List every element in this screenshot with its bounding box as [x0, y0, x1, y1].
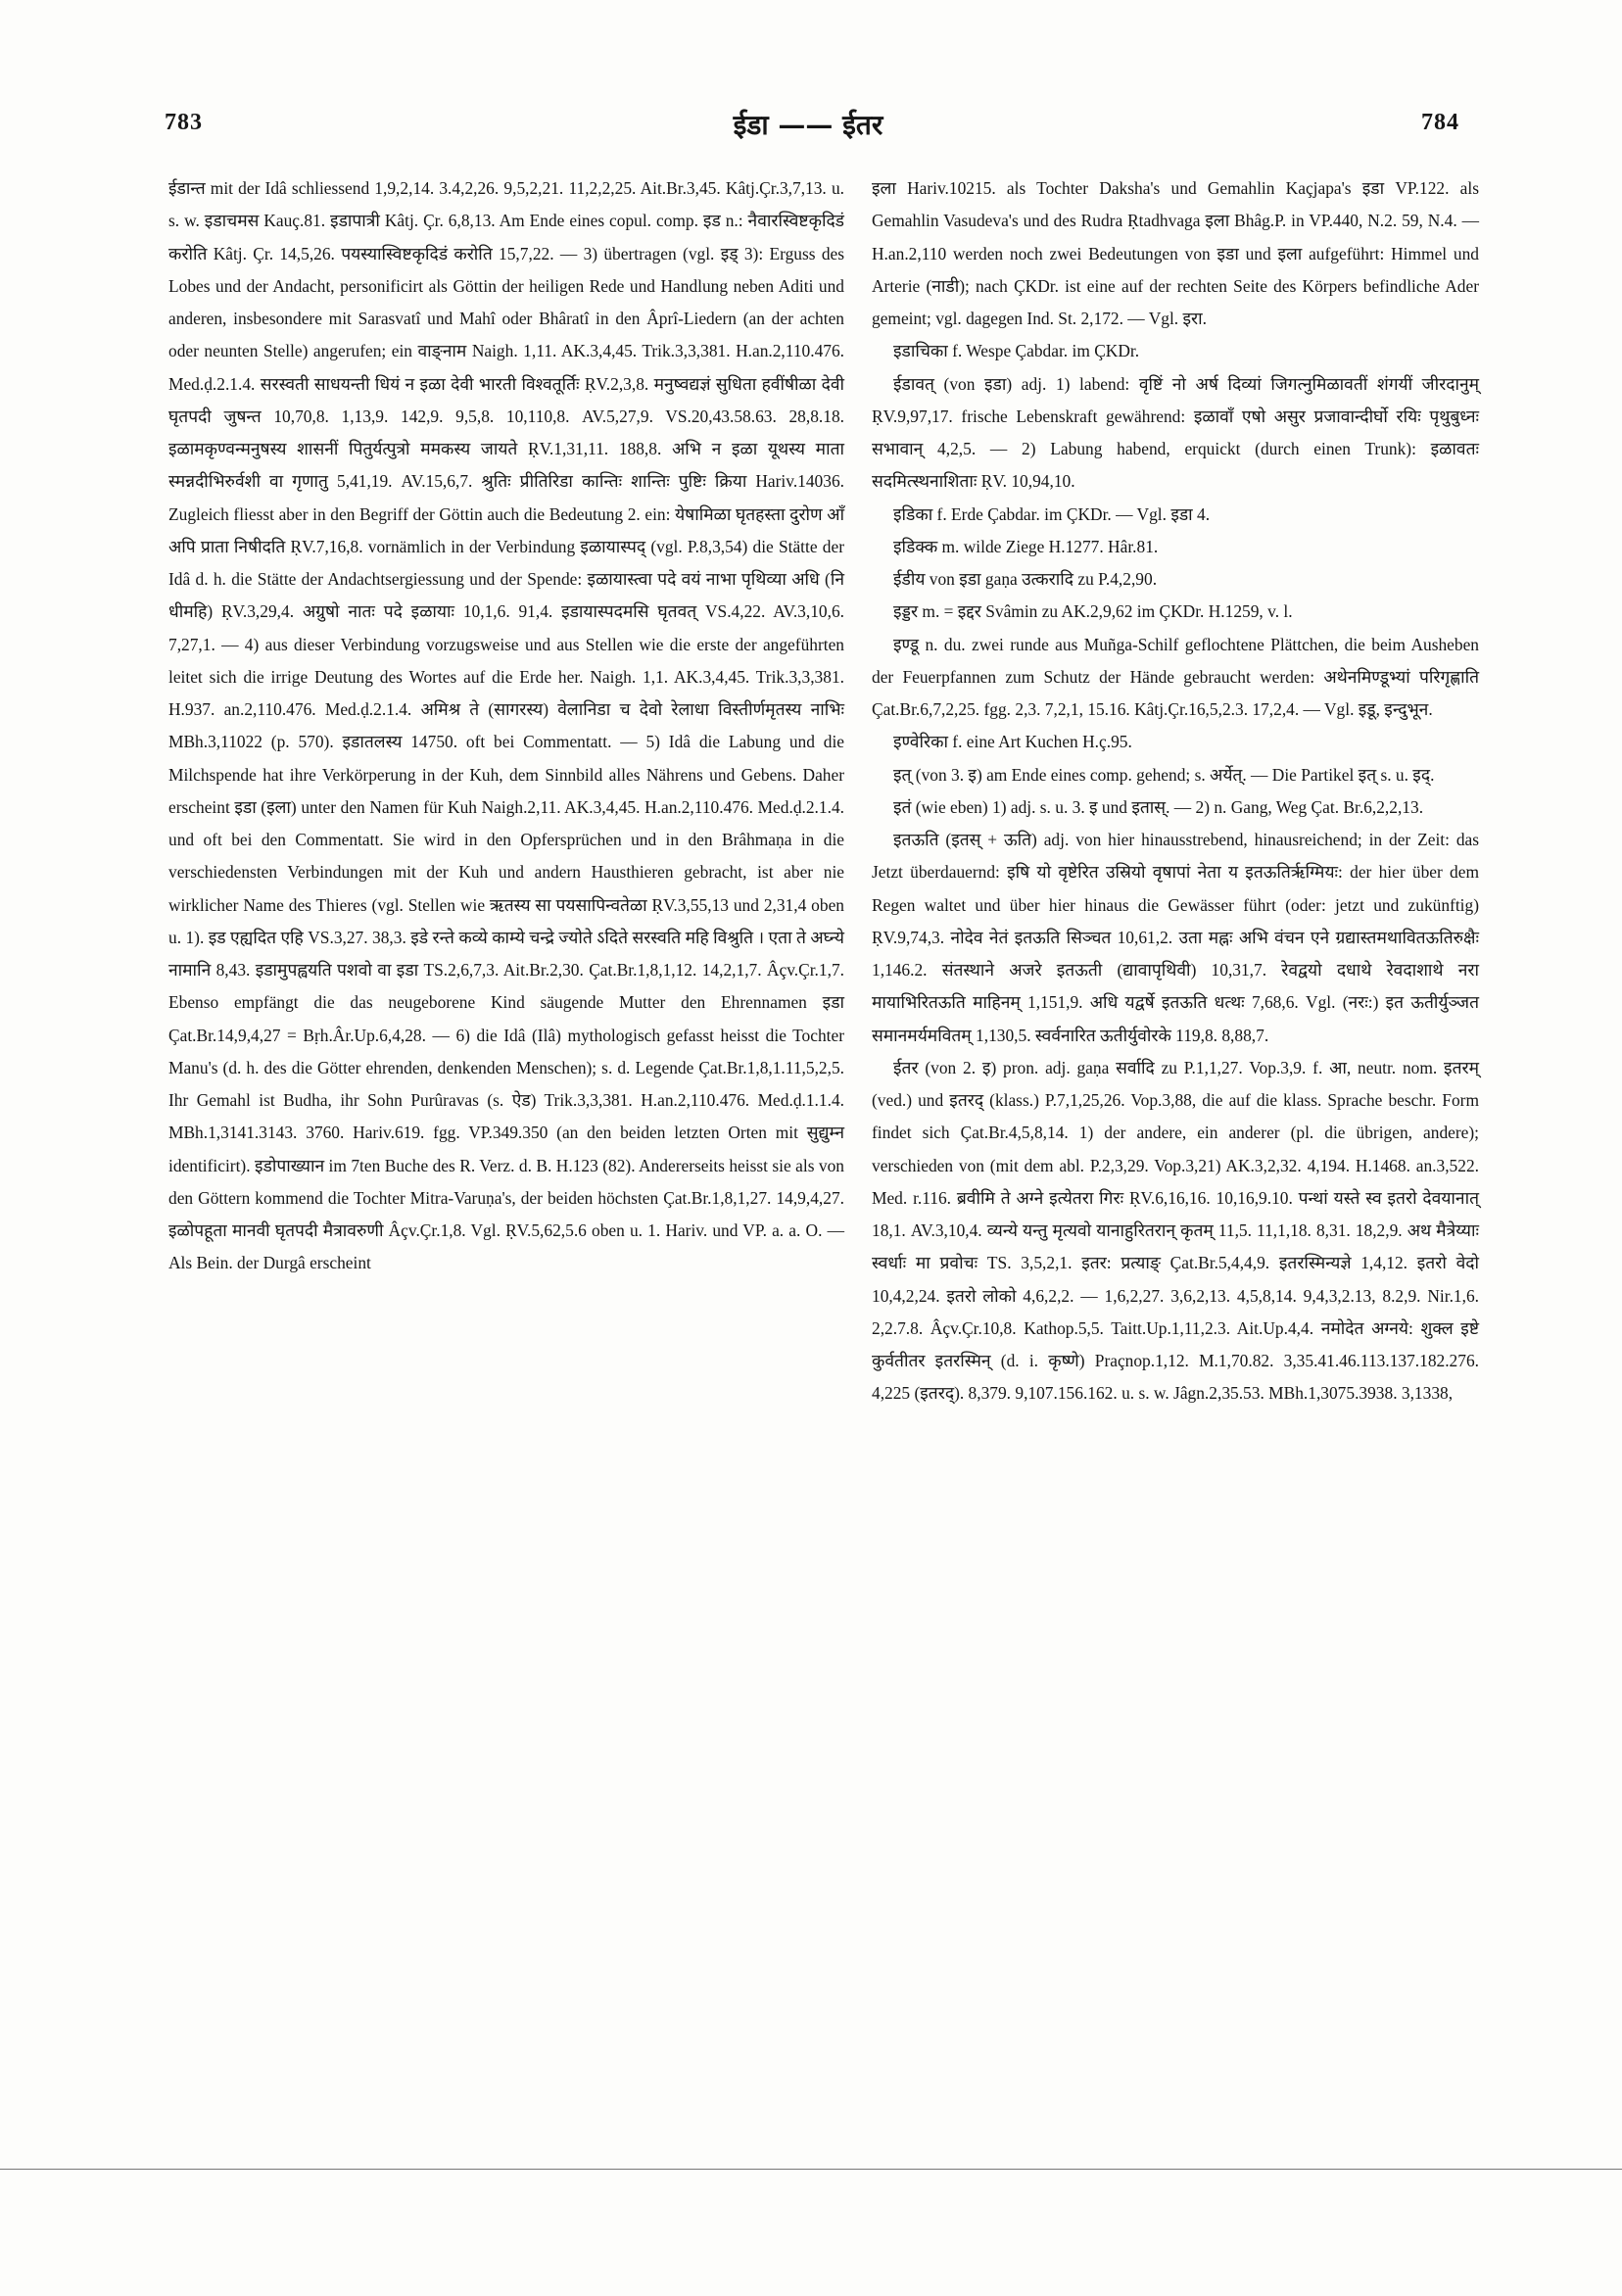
entry-paragraph: इतं (wie eben) 1) adj. s. u. 3. इ und इतास्. — 2) n. Gang, Weg Çat. Br.6,2,2,13.: [893, 796, 1424, 817]
entry-paragraph: इण्डू n. du. zwei runde aus Muñga-Schilf geflochtene Plättchen, die beim Ausheben der Feuerpfannen zum Schutz der Hände gebraucht werden: अथेनमिण्डूभ्यां परिगृह्णाति Çat.Br.6,7,2,25. fgg. 2,3. 7,2,1, 15.16. Kâtj.Çr.16,5,2.3. 17,2,4. — Vgl. इडू, इन्दुभून.: [872, 634, 1479, 719]
running-title: ईडा —— ईतर: [733, 109, 883, 141]
entry-paragraph: इड्डर m. = इद्दर Svâmin zu AK.2,9,62 im ÇKDr. H.1259, v. l.: [893, 601, 1293, 622]
page-number-left: 783: [165, 110, 203, 135]
entry-paragraph: इडिका f. Erde Çabdar. im ÇKDr. — Vgl. इडा 4.: [893, 503, 1211, 524]
entry-paragraph: इला Hariv.10215. als Tochter Daksha's und Gemahlin Kaçjapa's इडा VP.122. als Gemahlin Vasudeva's und des Rudra Ṛtadhvaga इला Bhâg.P. in VP.440, N.2. 59, N.4. — H.an.2,110 werden noch zwei Bedeutungen von इडा und इला aufgeführt: Himmel und Arterie (नाडी); nach ÇKDr. ist eine auf der rechten Seite des Körpers befindliche Ader gemeint; vgl. dagegen Ind. St. 2,172. — Vgl. इरा.: [872, 178, 1479, 328]
entry-paragraph: इतऊति (इतस् + ऊति) adj. von hier hinausstrebend, hinausreichend; in der Zeit: das Jetzt überdauernd: इषि यो वृष्टेरित उस्रियो वृषापां नेता य इतऊतिरृग्मियः: der hier über dem Regen waltet und über hier hinaus die Gewässer führt (oder: jetzt und zukünftig) ṚV.9,74,3. नोदेव नेतं इतऊति सिञ्चत 10,61,2. उता मह्नः अभि वंचन एने ग्रद्यास्तमथावितऊतिरुक्षैः 1,146.2. संतस्थाने अजरे इतऊती (द्यावापृथिवी) 10,31,7. रेवद्वयो दधाथे रेवदाशाथे नरा मायाभिरितऊति माहिनम् 1,151,9. अधि यद्वर्षे इतऊति धत्थः 7,68,6. Vgl. (नरः:) इत ऊतीर्युञ्जत समानमर्यमवितम् 1,130,5. स्वर्वनारित ऊतीर्युवोरके 119,8. 8,88,7.: [872, 830, 1479, 1045]
entry-paragraph: इडिक्क m. wilde Ziege H.1277. Hâr.81.: [893, 536, 1159, 556]
entry-paragraph: ईडीय von इडा gaṇa उत्करादि zu P.4,2,90.: [893, 569, 1158, 589]
entry-paragraph: ईतर (von 2. इ) pron. adj. gaṇa सर्वादि zu P.1,1,27. Vop.3,9. f. आ, neutr. nom. इतरम् (ved.) und इतरद् (klass.) P.7,1,25,26. Vop.3,88, die auf die klass. Sprache beschr. Form findet sich Çat.Br.4,5,8,14. 1) der andere, ein anderer (pl. die übrigen, andere); verschieden von (mit dem abl. P.2,3,29. Vop.3,21) AK.3,2,32. 4,194. H.1468. an.3,522. Med. r.116. ब्रवीमि ते अग्ने इत्येतरा गिरः ṚV.6,16,16. 10,16,9.10. पन्थां यस्ते स्व इतरो देवयानात् 18,1. AV.3,10,4. व्यन्ये यन्तु मृत्यवो यानाहुरितरान् कृतम् 11,5. 11,1,18. 8,31. 18,2,9. अथ मैत्रेय्याः स्वर्धाः मा प्रवोचः TS. 3,5,2,1. इतर: प्रत्याङ् Çat.Br.5,4,4,9. इतरस्मिन्यज्ञे 1,4,12. इतरो वेदो 10,4,2,24. इतरो लोको 4,6,2,2. — 1,6,2,27. 3,6,2,13. 4,5,8,14. 9,4,3,2.13, 8.2,9. Nir.1,6. 2,2.7.8. Âçv.Çr.10,8. Kathop.5,5. Taitt.Up.1,11,2.3. Ait.Up.4,4. नमोदेत अग्नये: शुक्ल इष्टे कुर्वतीतर इतरस्मिन् (d. i. कृष्णे) Praçnop.1,12. M.1,70.82. 3,35.41.46.113.137.182.276. 4,225 (इतरद्). 8,379. 9,107.156.162. u. s. w. Jâgn.2,35.53. MBh.1,3075.3938. 3,1338,: [872, 1057, 1479, 1404]
right-column: [872, 172, 1479, 1411]
entry-paragraph: ईडावत् (von इडा) adj. 1) labend: वृष्टिं नो अर्ष दिव्यां जिगत्नुमिळावतीं शंगयीं जीरदानुम् ṚV.9,97,17. frische Lebenskraft gewährend: इळावाँ एषो असुर प्रजावान्दीर्घो रयिः पृथुबुध्नः सभावान् 4,2,5. — 2) Labung habend, erquickt (durch einen Trunk): इळावतः सदमित्स्थनाशिताः ṚV. 10,94,10.: [872, 373, 1479, 492]
footer-rule: [0, 2169, 1622, 2170]
entry-paragraph: इडाचिका f. Wespe Çabdar. im ÇKDr.: [893, 341, 1140, 361]
entry-paragraph: ईडान्त mit der Idâ schliessend 1,9,2,14. 3.4,2,26. 9,5,2,21. 11,2,2,25. Ait.Br.3,45. Kâtj.Çr.3,7,13. u. s. w. इडाचमस Kauç.81. इडापात्री Kâtj. Çr. 6,8,13. Am Ende eines copul. comp. इड n.: नैवारस्विष्टकृदिडं करोति Kâtj. Çr. 14,5,26. पयस्यास्विष्टकृदिडं करोति 15,7,22. — 3) übertragen (vgl. इड् 3): Erguss des Lobes und der Andacht, personificirt als Göttin der heiligen Rede und Handlung neben Aditi und anderen, insbesondere mit Sarasvatî und Mahî oder Bhâratî in den Âprî-Liedern (an der achten oder neunten Stelle) angerufen; ein वाङ्नाम Naigh. 1,11. AK.3,4,45. Trik.3,3,381. H.an.2,110.476. Med.ḍ.2.1.4. सरस्वती साधयन्ती धियं न इळा देवी भारती विश्वतूर्तिः ṚV.2,3,8. मनुष्वद्यज्ञं सुधिता हवींषीळा देवी घृतपदी जुषन्त 10,70,8. 1,13,9. 142,9. 9,5,8. 10,110,8. AV.5,27,9. VS.20,43.58.63. 28,8.18. इळामकृण्वन्मनुषस्य शासनीं पितुर्यत्पुत्रो ममकस्य जायते ṚV.1,31,11. 188,8. अभि न इळा यूथस्य माता स्मन्नदीभिरुर्वशी वा गृणातु 5,41,19. AV.15,6,7. श्रुतिः प्रीतिरिडा कान्तिः शान्तिः पुष्टिः क्रिया Hariv.14036. Zugleich fliesst aber in den Begriff der Göttin auch die Bedeutung 2. ein: येषामिळा घृतहस्ता दुरोण आँ अपि प्राता निषीदति ṚV.7,16,8. vornämlich in der Verbindung इळायास्पद् (vgl. P.8,3,54) die Stätte der Idâ d. h. die Stätte der Andachtsergiessung und der Spende: इळायास्त्वा पदे वयं नाभा पृथिव्या अधि (नि धीमहि) ṚV.3,29,4. अग्रुषो नातः पदे इळायाः 10,1,6. 91,4. इडायास्पदमसि घृतवत् VS.4,22. AV.3,10,6. 7,27,1. — 4) aus dieser Verbindung vorzugsweise und aus Stellen wie die erste der angeführten leitet sich die irrige Deutung des Wortes auf die Erde her. Naigh. 1,1. AK.3,4,45. Trik.3,3,381. H.937. an.2,110.476. Med.ḍ.2.1.4. अमिश्र ते (सागरस्य) वेलानिडा च देवो रेलाधा विस्तीर्णमृतस्य नाभिः MBh.3,11022 (p. 570). इडातलस्य 14750. oft bei Commentatt. — 5) Idâ die Labung und die Milchspende hat ihre Verkörperung in der Kuh, dem Sinnbild alles Nährens und Gebens. Daher erscheint इडा (इला) unter den Namen für Kuh Naigh.2,11. AK.3,4,45. H.an.2,110.476. Med.ḍ.2.1.4. und oft bei den Commentatt. Sie wird in den Opfersprüchen und in den Brâhmaṇa in die verschiedensten Verbindungen mit der Kuh und andern Hausthieren gebracht, ist aber nie wirklicher Name des Thieres (vgl. Stellen wie ऋतस्य सा पयसापिन्वतेळा ṚV.3,55,13 und 2,31,4 oben u. 1). इड एह्यदित एहि VS.3,27. 38,3. इडे रन्ते कव्ये काम्ये चन्द्रे ज्योते ऽदिते सरस्वति महि विश्रुति । एता ते अघ्न्ये नामानि 8,43. इडामुपह्वयति पशवो वा इडा TS.2,6,7,3. Ait.Br.2,30. Çat.Br.1,8,1,12. 14,2,1,7. Âçv.Çr.1,7. Ebenso empfängt die das neugeborene Kind säugende Mutter den Ehrennamen इडा Çat.Br.14,9,4,27 = Bṛh.Âr.Up.6,4,28. — 6) die Idâ (Ilâ) mythologisch gefasst heisst die Tochter Manu's (d. h. des die Götter ehrenden, denkenden Menschen); s. d. Legende Çat.Br.1,8,1.11,5,2,5. Ihr Gemahl ist Budha, ihr Sohn Purûravas (s. ऐड) Trik.3,3,381. H.an.2,110.476. Med.ḍ.1.1.4. MBh.1,3141.3143. 3760. Hariv.619. fgg. VP.349.350 (an den beiden letzten Orten mit सुद्युम्न identificirt). इडोपाख्यान im 7ten Buche des R. Verz. d. B. H.123 (82). Andererseits heisst sie als von den Göttern kommend die Tochter Mitra-Varuṇa's, der beiden höchsten Çat.Br.1,8,1,27. 14,9,4,27. इळोपहूता मानवी घृतपदी मैत्रावरुणी Âçv.Çr.1,8. Vgl. ṚV.5,62,5.6 oben u. 1. Hariv. und VP. a. a. O. — Als Bein. der Durgâ erscheint: [168, 178, 844, 1273]
entry-paragraph: इण्वेरिका f. eine Art Kuchen H.ç.95.: [893, 732, 1132, 752]
left-column: [168, 172, 844, 1280]
page-number-right: 784: [1421, 110, 1459, 135]
page-header: [157, 110, 1459, 153]
entry-paragraph: इत् (von 3. इ) am Ende eines comp. gehend; s. अर्येत्. — Die Partikel इत् s. u. इद्.: [893, 764, 1435, 785]
